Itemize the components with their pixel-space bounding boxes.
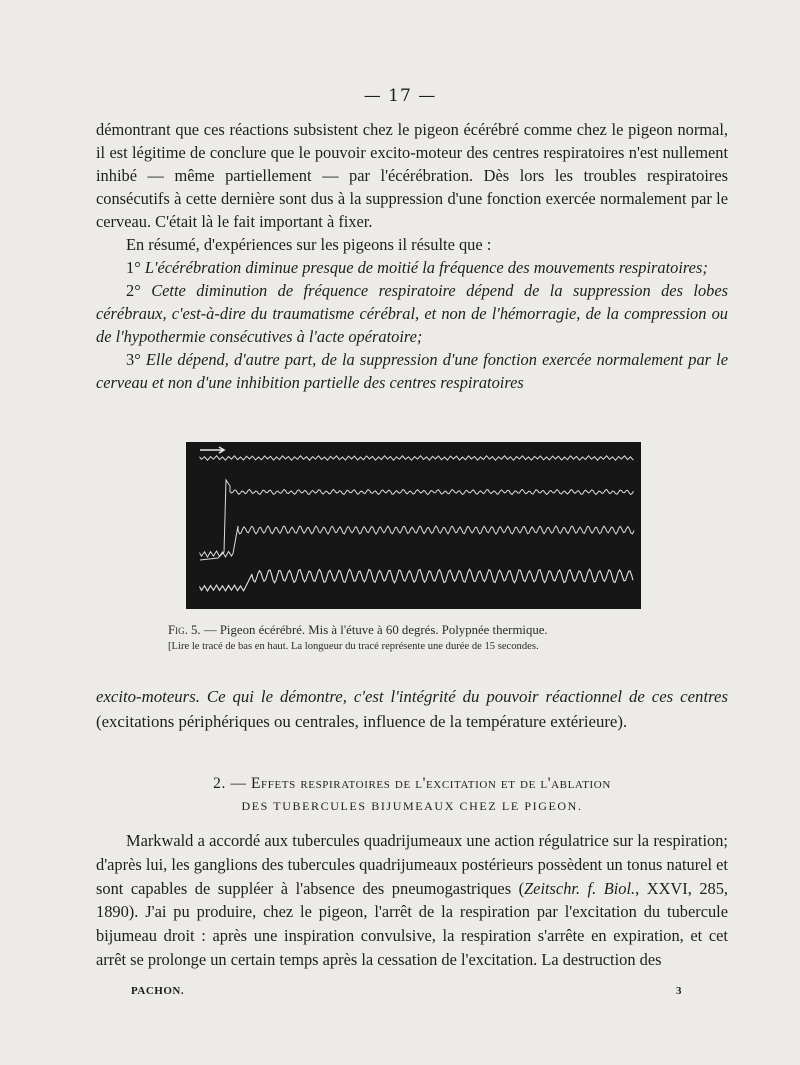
trace-line-1	[200, 456, 634, 460]
item-3-text: Elle dépend, d'autre part, de la suppression d'une fonction exercée normalement par le cerveau et non d'une inhibition partielle des centres respiratoires	[96, 350, 728, 392]
arrow-icon	[200, 447, 224, 453]
trace-line-4	[200, 569, 633, 591]
paragraph-continuation: démontrant que ces réactions subsistent chez le pigeon écérébré comme chez le pigeon normal, il est légitime de conclure que le pouvoir excito-moteur des centres respiratoires n'est nullement inhibé — même partiellement — par l'écérébration. Dès lors les troubles respiratoires consécutifs à cette dernière sont dus à la suppression d'une fonction exercée normalement par le cerveau. C'était là le fait important à fixer.	[96, 120, 728, 231]
footer-author: PACHON.	[131, 985, 185, 997]
figure-respiratory-trace	[186, 442, 641, 609]
conclusion-item-3	[96, 348, 728, 394]
markwald-paragraph	[96, 829, 728, 972]
conclusion-item-2	[96, 279, 728, 348]
resume-intro: En résumé, d'expériences sur les pigeons il résulte que :	[126, 235, 492, 254]
footer-signature: 3	[676, 985, 682, 997]
item-1-text: L'écérébration diminue presque de moitié la fréquence des mouvements respiratoires;	[144, 258, 708, 277]
item-2-number: 2°	[126, 281, 141, 300]
figure-caption-text: — Pigeon écérébré. Mis à l'étuve à 60 degrés. Polypnée thermique.	[200, 623, 548, 637]
figure-caption	[168, 621, 668, 655]
continuation-italic: excito-moteurs. Ce qui le démontre, c'est l'intégrité du pouvoir réactionnel de ces centres	[96, 687, 728, 706]
markwald-text-b: , XXVI, 285, 1890). J'ai pu produire, chez le pigeon, l'arrêt de la respiration par l'excitation du tubercule bijumeau droit : après une inspiration convulsive, la respiration s'arrête en expiration, et cet arrêt se prolonge un certain temps après la cessation de l'excitation. La destruction des	[96, 878, 729, 969]
section-heading	[96, 772, 728, 816]
markwald-text-a: Markwald a accordé aux tubercules quadrijumeaux une action régulatrice sur la respiration; d'après lui, les ganglions des tubercules quadrijumeaux postérieurs possèdent un tonus naturel et sont capables de suppléer à l'absence des pneumogastriques (	[96, 831, 728, 898]
page-number: — 17 —	[363, 86, 437, 106]
conclusion-item-1	[96, 256, 728, 279]
item-1-number: 1°	[126, 258, 141, 277]
figure-caption-line	[168, 621, 668, 639]
text-block-continuation	[96, 684, 728, 734]
item-3-number: 3°	[126, 350, 141, 369]
trace-line-3	[200, 526, 634, 557]
journal-reference: Zeitschr. f. Biol.	[524, 878, 636, 898]
trace-svg	[186, 442, 641, 609]
item-2-text: Cette diminution de fréquence respiratoire dépend de la suppression des lobes cérébraux, c'est-à-dire du traumatisme cérébral, et non de l'hémorragie, de la compression ou de l'hypothermie consécutives à l'acte opératoire;	[96, 281, 728, 346]
continuation-paragraph	[96, 684, 728, 734]
section-heading-line-2: DES TUBERCULES BIJUMEAUX CHEZ LE PIGEON.	[241, 799, 583, 813]
section-heading-line-1: 2. — Effets respiratoires de l'excitation et de l'ablation	[213, 775, 611, 792]
continuation-roman: (excitations périphériques ou centrales, influence de la température extérieure).	[96, 712, 628, 731]
text-block-bottom	[96, 829, 728, 972]
figure-note: [Lire le tracé de bas en haut. La longueur du tracé représente une durée de 15 secondes.	[168, 641, 539, 652]
trace-line-2	[200, 480, 634, 560]
figure-label: Fig. 5.	[168, 623, 201, 637]
text-block-top	[96, 118, 728, 394]
